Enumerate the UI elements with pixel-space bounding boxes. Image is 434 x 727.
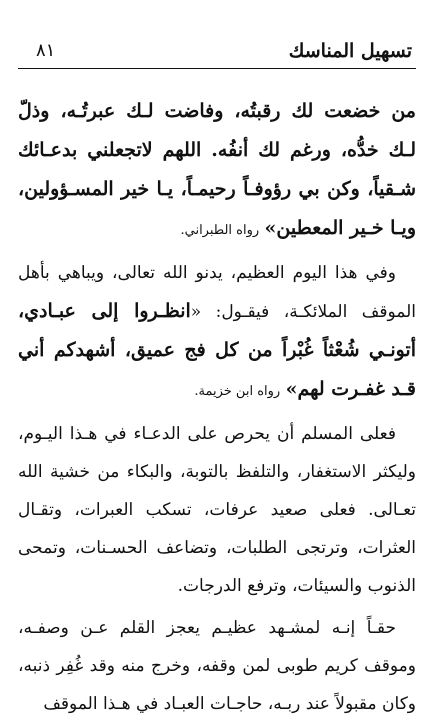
paragraph-arafat-day	[18, 254, 416, 411]
paragraph-hadith-dua	[18, 92, 416, 250]
paragraph-text: وفي هذا اليوم العظيم، يدنو الله تعالى، ويباهي بأهل الموقف الملائكـة، فيقـول: «	[18, 263, 417, 322]
paragraph-supplication	[18, 415, 416, 605]
body-text	[18, 92, 416, 721]
hadith-quote: انظـروا إلى عبـادي، أتونـي شُعْثاً غُبْراً من كل فج عميق، أشهدكم أني قـد غفـرت لهم»	[18, 300, 416, 400]
hadith-attribution: رواه ابن خزيمة.	[194, 384, 281, 399]
paragraph-great-scene	[18, 609, 416, 723]
hadith-attribution: رواه الطبراني.	[180, 223, 260, 238]
paragraph-text: حقـاً إنـه لمشـهد عظيـم يعجز القلم عـن وصفـه، وموقف كريم طوبى لمن وقفه، وخرج منه وقد غُفِر ذنبه، وكان مقبولاً عند ربـه، حاجـات العبـاد في هـذا الموقف	[18, 618, 416, 714]
page-number: ٨١	[36, 40, 56, 61]
hadith-quote: من خضعت لك رقبتُه، وفاضت لـك عبرتُـه، وذلّ لـك خدُّه، ورغم لك أنفُه. اللهم لاتجعلني بدعـائك شـقياً، وكن بي رؤوفـاً رحيمـاً، يـا خير المسـؤولين، ويـا خـير المعطين»	[18, 100, 416, 239]
paragraph-text: فعلى المسلم أن يحرص على الدعـاء في هـذا اليـوم، وليكثر الاستغفار، والتلفظ بالتوبة، والبكاء من خشية الله تعـالى. فعلى صعيد عرفات، تسكب العبرات، وتقـال العثرات، وترتجى الطلبات، وتضاعف الحسـنات، وتمحى الذنوب والسيئات، وترفع الدرجات.	[18, 424, 416, 596]
running-header	[18, 36, 416, 69]
running-title: تسهيل المناسك	[288, 40, 412, 62]
